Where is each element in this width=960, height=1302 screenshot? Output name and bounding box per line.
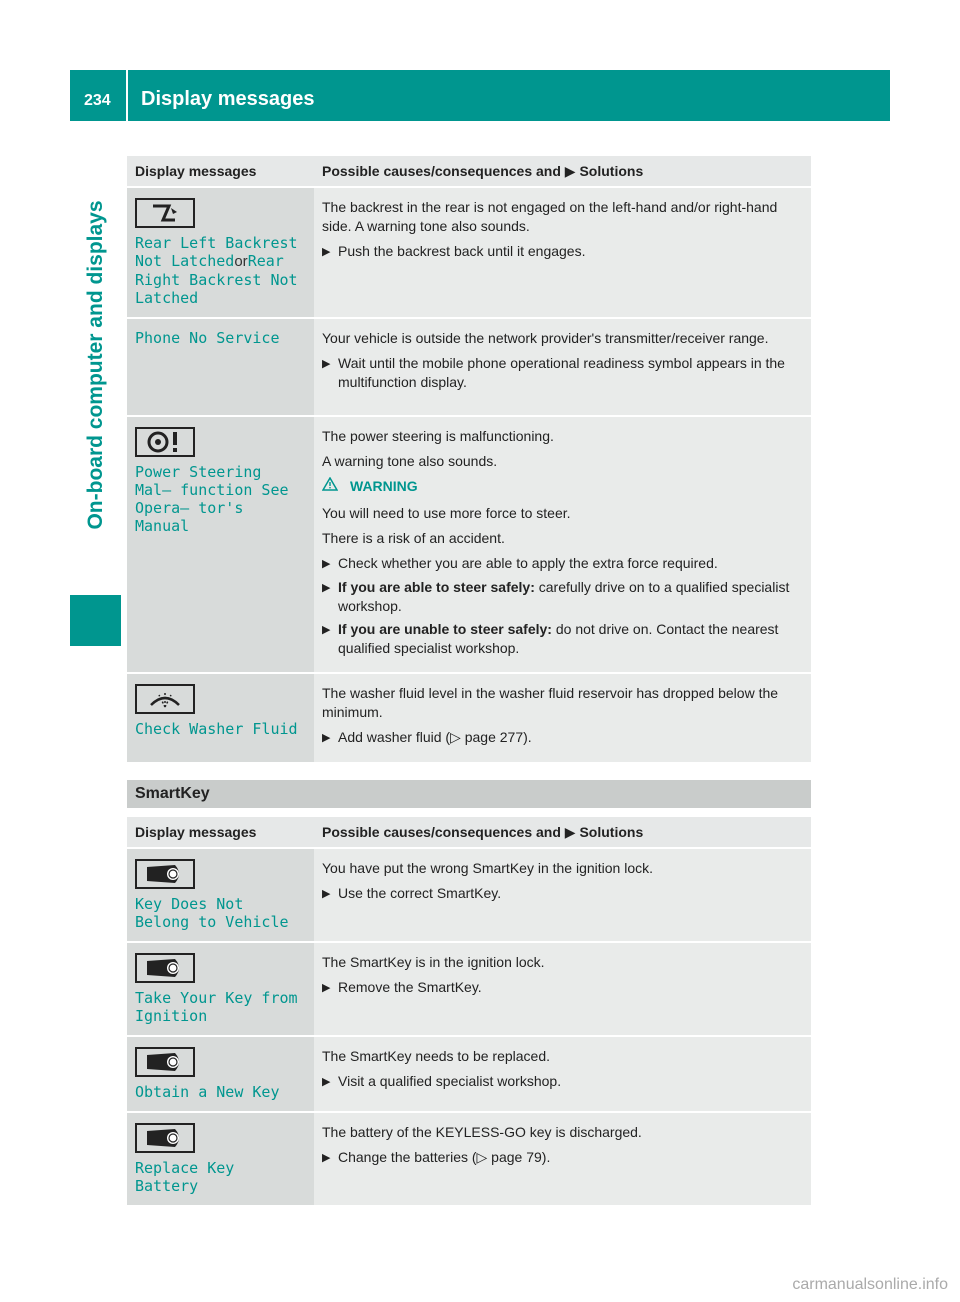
- page-number: 234: [84, 92, 111, 109]
- smartkey-icon: [135, 1047, 195, 1077]
- footer-watermark: carmanualsonline.info: [792, 1276, 948, 1293]
- step-arrow-icon: ▶: [322, 888, 331, 900]
- display-message: [135, 234, 306, 307]
- cause-text: The SmartKey is in the ignition lock.: [322, 954, 545, 970]
- solution-cell: [314, 1036, 811, 1112]
- message-cell: [127, 187, 314, 318]
- table-row: [127, 1036, 811, 1112]
- chapter-marker: [70, 595, 121, 646]
- table-row: [127, 942, 811, 1036]
- solution-step: [322, 354, 803, 392]
- table-row: [127, 1112, 811, 1206]
- col-header-solutions-text: Solutions: [579, 162, 644, 179]
- solution-cell: [314, 187, 811, 318]
- smartkey-icon: [135, 953, 195, 983]
- cause-text: A warning tone also sounds.: [322, 453, 498, 469]
- step-text: Push the backrest back until it engages.: [338, 243, 586, 259]
- step-text: Check whether you are able to apply the extra force required.: [338, 555, 718, 571]
- message-cell: [127, 848, 314, 942]
- solution-step: [322, 1072, 803, 1092]
- solution-cell: [314, 673, 811, 763]
- step-bold: If you are able to steer safely:: [338, 579, 535, 595]
- solution-step: [322, 578, 803, 616]
- step-arrow-icon: ▶: [322, 732, 331, 744]
- message-cell: [127, 673, 314, 763]
- step-text: [338, 620, 803, 658]
- col-header-messages: Display messages: [127, 817, 314, 848]
- solution-cell: [314, 318, 811, 416]
- step-rest: carefully drive on to a qualified specialist workshop.: [338, 579, 790, 614]
- smartkey-icon: [135, 1123, 195, 1153]
- solutions-arrow-icon: ▶: [564, 823, 576, 840]
- step-arrow-icon: ▶: [322, 358, 331, 370]
- step-text: Change the batteries (▷ page 79).: [338, 1149, 551, 1165]
- solution-cell: [314, 416, 811, 673]
- message-cell: [127, 942, 314, 1036]
- step-arrow-icon: ▶: [322, 1076, 331, 1088]
- cause-text: The SmartKey needs to be replaced.: [322, 1048, 551, 1064]
- chapter-title: On-board computer and displays: [83, 200, 107, 530]
- step-arrow-icon: ▶: [322, 582, 331, 594]
- solution-step: [322, 554, 803, 574]
- step-text: [338, 578, 803, 616]
- step-text: Remove the SmartKey.: [338, 979, 482, 995]
- solution-cell: [314, 848, 811, 942]
- warning-triangle-icon: [322, 477, 338, 496]
- col-header-causes: [314, 156, 811, 187]
- page-header: [70, 70, 890, 121]
- step-rest: do not drive on. Contact the nearest qualified specialist workshop.: [338, 621, 779, 656]
- display-message: Take Your Key from Ignition: [135, 989, 298, 1025]
- display-message: Check Washer Fluid: [135, 720, 298, 738]
- col-header-solutions-text: Solutions: [579, 823, 644, 840]
- header-divider: [126, 70, 128, 121]
- table-header-row: [127, 817, 811, 848]
- step-arrow-icon: ▶: [322, 624, 331, 636]
- solution-step: [322, 728, 803, 748]
- cause-text: The backrest in the rear is not engaged on the left-hand and/or right-hand side. A warning tone also sounds.: [322, 199, 778, 234]
- table-header-row: [127, 156, 811, 187]
- solution-step: [322, 978, 803, 998]
- message-rear-left: Rear Left Backrest Not Latched: [135, 234, 298, 270]
- step-arrow-icon: ▶: [322, 1152, 331, 1164]
- washer-fluid-icon: [135, 684, 195, 714]
- section-heading-smartkey: [127, 780, 811, 808]
- section-title: SmartKey: [135, 785, 210, 802]
- message-cell: [127, 1112, 314, 1206]
- message-cell: [127, 416, 314, 673]
- cause-text: The washer fluid level in the washer fluid reservoir has dropped below the minimum.: [322, 685, 779, 720]
- solution-cell: [314, 942, 811, 1036]
- display-message: Obtain a New Key: [135, 1083, 280, 1101]
- step-arrow-icon: ▶: [322, 558, 331, 570]
- step-arrow-icon: ▶: [322, 246, 331, 258]
- table-row: [127, 187, 811, 318]
- table-row: [127, 318, 811, 416]
- smartkey-icon: [135, 859, 195, 889]
- step-text: Use the correct SmartKey.: [338, 885, 502, 901]
- step-text: Add washer fluid (▷ page 277).: [338, 729, 532, 745]
- solution-step: [322, 884, 803, 904]
- step-text: Visit a qualified specialist workshop.: [338, 1073, 562, 1089]
- warning-text: You will need to use more force to steer.: [322, 505, 571, 521]
- or-text: or: [234, 253, 248, 270]
- warning-text: There is a risk of an accident.: [322, 530, 505, 546]
- page-title: Display messages: [141, 88, 315, 110]
- col-header-causes: [314, 817, 811, 848]
- display-messages-table: [127, 156, 811, 764]
- display-message: Power Steering Mal– function See Opera– tor's Manual: [135, 463, 289, 535]
- solution-step: [322, 620, 803, 658]
- solution-cell: [314, 1112, 811, 1206]
- step-bold: If you are unable to steer safely:: [338, 621, 552, 637]
- cause-text: Your vehicle is outside the network provider's transmitter/receiver range.: [322, 330, 769, 346]
- table-row: [127, 416, 811, 673]
- seat-backrest-icon: [135, 198, 195, 228]
- cause-text: The battery of the KEYLESS-GO key is discharged.: [322, 1124, 642, 1140]
- message-cell: [127, 318, 314, 416]
- step-arrow-icon: ▶: [322, 982, 331, 994]
- solution-step: [322, 242, 803, 262]
- cause-text: The power steering is malfunctioning.: [322, 428, 554, 444]
- display-message: Key Does Not Belong to Vehicle: [135, 895, 289, 931]
- message-cell: [127, 1036, 314, 1112]
- warning-label: WARNING: [350, 478, 418, 494]
- table-row: [127, 673, 811, 763]
- steering-wheel-warning-icon: [135, 427, 195, 457]
- col-header-causes-text: Possible causes/consequences and: [322, 823, 561, 840]
- solutions-arrow-icon: ▶: [564, 162, 576, 179]
- display-message: Phone No Service: [135, 329, 280, 347]
- cause-text: You have put the wrong SmartKey in the ignition lock.: [322, 860, 654, 876]
- display-message: Replace Key Battery: [135, 1159, 235, 1195]
- table-row: [127, 848, 811, 942]
- step-text: Wait until the mobile phone operational readiness symbol appears in the multifunction display.: [338, 355, 785, 390]
- warning-heading: [322, 477, 803, 496]
- col-header-messages: Display messages: [127, 156, 314, 187]
- col-header-causes-text: Possible causes/consequences and: [322, 162, 561, 179]
- smartkey-messages-table: [127, 817, 811, 1207]
- solution-step: [322, 1148, 803, 1168]
- chapter-side-tab: [70, 130, 121, 600]
- message-rear-right: Rear Right Backrest Not Latched: [135, 252, 298, 307]
